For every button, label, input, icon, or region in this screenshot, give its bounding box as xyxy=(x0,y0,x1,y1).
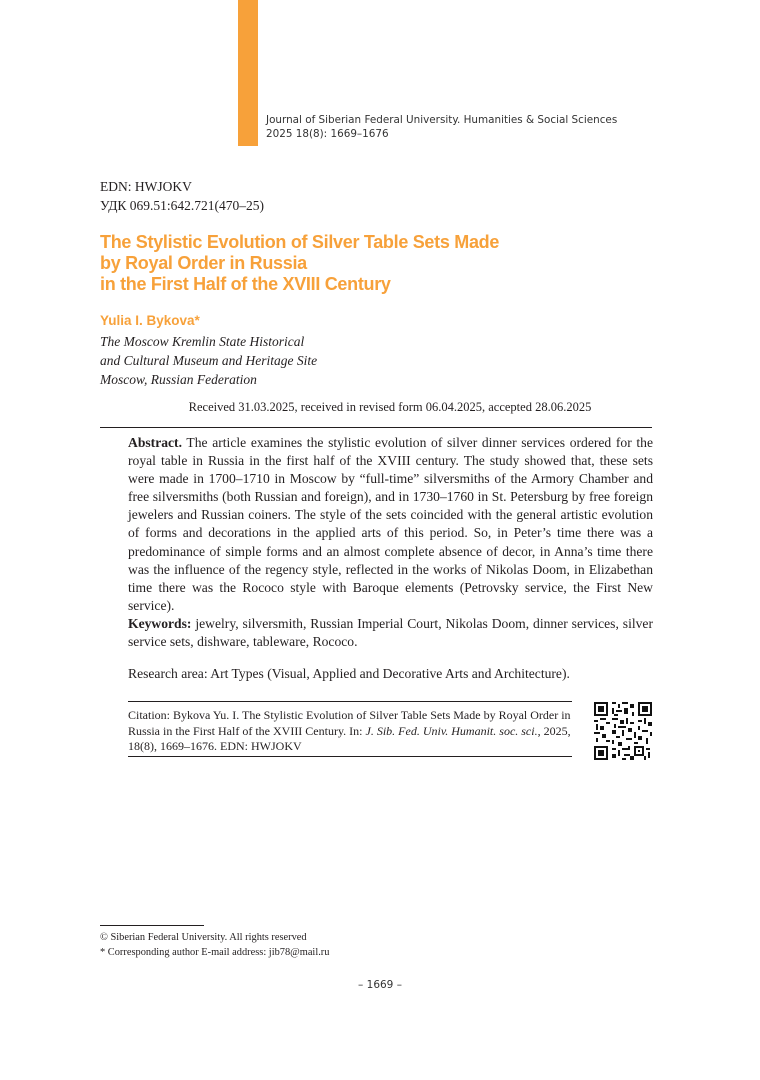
title-line: in the First Half of the XVIII Century xyxy=(100,274,391,294)
udk-code: УДК 069.51:642.721(470–25) xyxy=(100,198,265,213)
qr-code-icon[interactable] xyxy=(594,702,652,760)
divider xyxy=(100,427,652,428)
footnotes xyxy=(100,930,329,960)
article-title xyxy=(100,232,620,295)
article-meta xyxy=(100,177,264,215)
edn-code: EDN: HWJOKV xyxy=(100,179,192,194)
received-dates: Received 31.03.2025, received in revised form 06.04.2025, accepted 28.06.2025 xyxy=(188,400,592,414)
copyright-note: © Siberian Federal University. All rights reserved xyxy=(100,932,307,943)
keywords-text: jewelry, silversmith, Russian Imperial Court, Nikolas Doom, dinner services, silver service sets, dishware, tableware, Rococo. xyxy=(128,616,653,650)
affiliation-line: The Moscow Kremlin State Historical xyxy=(100,334,305,349)
corresponding-author-note: * Corresponding author E-mail address: jib78@mail.ru xyxy=(100,947,330,958)
header-accent-bar xyxy=(238,0,258,146)
author-affiliation xyxy=(100,332,317,389)
citation xyxy=(128,708,572,755)
keywords xyxy=(128,615,653,651)
page-number: – 1669 – xyxy=(358,979,402,991)
affiliation-line: and Cultural Museum and Heritage Site xyxy=(100,353,318,368)
title-line: The Stylistic Evolution of Silver Table Sets Made xyxy=(100,232,500,252)
abstract-text: The article examines the stylistic evolution of silver dinner services ordered for the royal table in Russia in the first half of the XVIII century. The study showed that, these sets were made in 1700–1710 in Moscow by “full-time” silversmiths of the Armory Chamber and free silversmiths (both Russian and foreign), and in 1730–1760 in St. Petersburg by free foreign jewelers and Russian coiners. The style of the sets coincided with the general artistic evolution of forms and decorations in the applied arts of this period. So, in Peter’s time there was a predominance of simple forms and an almost complete absence of decor, in Anna’s time there was the influence of the regency style, reflected in the works of Nikolas Doom, in Elizabethan time there was the Rococo style with Baroque elements (Petrovsky service, the First New service). xyxy=(128,435,653,613)
journal-name: Journal of Siberian Federal University. Humanities & Social Sciences xyxy=(266,114,618,126)
divider xyxy=(128,701,572,702)
journal-issue: 2025 18(8): 1669–1676 xyxy=(266,128,389,140)
divider xyxy=(128,756,572,757)
affiliation-line: Moscow, Russian Federation xyxy=(100,372,257,387)
abstract-label: Abstract. xyxy=(128,435,182,450)
title-line: by Royal Order in Russia xyxy=(100,253,307,273)
citation-text-end: , 2025, 18(8), 1669–1676. EDN: HWJOKV xyxy=(128,723,571,753)
citation-journal: J. Sib. Fed. Univ. Humanit. soc. sci. xyxy=(365,723,538,738)
author-name: Yulia I. Bykova* xyxy=(100,313,200,328)
keywords-label: Keywords: xyxy=(128,616,192,631)
footnote-divider xyxy=(100,925,204,926)
citation-text: Citation: Bykova Yu. I. The Stylistic Evolution of Silver Table Sets Made by Royal Order in Russia in the First Half of the XVIII Century. In: xyxy=(128,708,571,738)
journal-header xyxy=(266,113,617,141)
research-area: Research area: Art Types (Visual, Applied and Decorative Arts and Architecture). xyxy=(128,666,570,681)
abstract xyxy=(128,434,653,615)
